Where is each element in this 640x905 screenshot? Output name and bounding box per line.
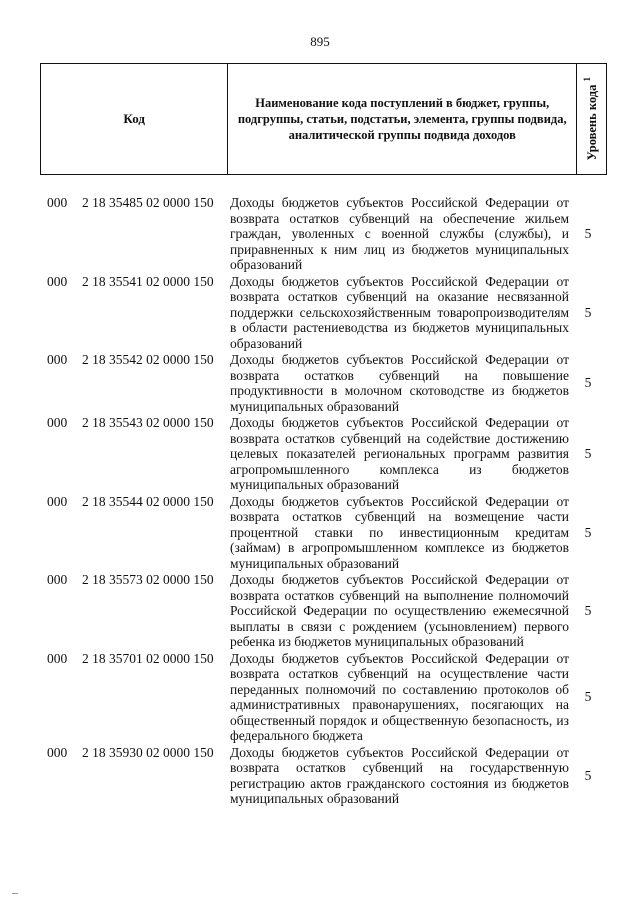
table-body: [40, 195, 607, 808]
row-description: Доходы бюджетов субъектов Российской Федерации от возврата остатков субвенций на государственную регистрацию актов гражданского состояния из бюджетов муниципальных образований: [230, 744, 569, 806]
row-code: 2 18 35701 02 0000 150: [82, 650, 214, 666]
row-prefix: 000: [47, 493, 68, 509]
table-row: [40, 572, 607, 650]
row-code: 2 18 35541 02 0000 150: [82, 273, 214, 289]
row-code: 2 18 35573 02 0000 150: [82, 572, 214, 587]
row-level: 5: [584, 375, 592, 391]
row-description: Доходы бюджетов субъектов Российской Федерации от возврата остатков субвенций на выполнение полномочий Российской Федерации по осуществлению ежемесячной выплаты в связи с рождением (усыновлением) первого ребенка из бюджетов муниципальных образований: [230, 572, 569, 649]
table-row: [40, 745, 607, 807]
row-code: 2 18 35542 02 0000 150: [82, 352, 214, 367]
row-prefix: 000: [47, 195, 68, 210]
row-level: 5: [584, 767, 592, 783]
row-description: Доходы бюджетов субъектов Российской Федерации от возврата остатков субвенций на повышение продуктивности в молочном скотоводстве из бюджетов муниципальных образований: [230, 352, 569, 414]
row-prefix: 000: [47, 273, 68, 289]
header-code: Код: [41, 64, 228, 174]
row-prefix: 000: [47, 415, 68, 430]
scan-margin-mark: [12, 893, 18, 894]
table-header: [40, 63, 607, 175]
header-level-cell: [577, 64, 606, 174]
row-level: 5: [584, 226, 592, 241]
header-name: Наименование кода поступлений в бюджет, группы, подгруппы, статьи, подстатьи, элемента, группы подвида, аналитической группы подвида доходов: [228, 64, 577, 174]
row-prefix: 000: [47, 744, 68, 760]
row-description: Доходы бюджетов субъектов Российской Федерации от возврата остатков субвенций на возмещение части процентной ставки по инвестиционным кредитам (займам) в агропромышленном комплексе из бюджетов муниципальных образований: [230, 493, 569, 571]
page-number: 895: [310, 34, 330, 49]
table-row: [40, 494, 607, 572]
row-level: 5: [584, 446, 592, 461]
row-level: 5: [584, 304, 592, 320]
row-prefix: 000: [47, 352, 68, 367]
row-prefix: 000: [47, 572, 68, 587]
row-code: 2 18 35485 02 0000 150: [82, 195, 214, 210]
row-code: 2 18 35543 02 0000 150: [82, 415, 214, 430]
header-level: [582, 77, 600, 160]
row-prefix: 000: [47, 650, 68, 666]
table-row: [40, 274, 607, 352]
row-code: 2 18 35930 02 0000 150: [82, 744, 214, 760]
row-code: 2 18 35544 02 0000 150: [82, 493, 214, 509]
header-level-footnote: 1: [582, 77, 593, 82]
table-row: [40, 651, 607, 744]
row-description: Доходы бюджетов субъектов Российской Федерации от возврата остатков субвенций на обеспечение жильем граждан, уволенных с военной службы (службы), и приравненных к ним лиц из бюджетов муниципальных образований: [230, 195, 569, 272]
table-row: [40, 352, 607, 414]
table-row: [40, 195, 607, 273]
header-level-label: Уровень кода: [585, 84, 600, 161]
row-level: 5: [584, 689, 592, 705]
row-description: Доходы бюджетов субъектов Российской Федерации от возврата остатков субвенций на осуществление части переданных полномочий по составлению протоколов об административных правонарушениях, посягающих на общественный порядок и общественную безопасность, из федерального бюджета: [230, 650, 569, 743]
row-description: Доходы бюджетов субъектов Российской Федерации от возврата остатков субвенций на оказание несвязанной поддержки сельскохозяйственным товаропроизводителям в области растениеводства из бюджетов муниципальных образований: [230, 273, 569, 351]
row-description: Доходы бюджетов субъектов Российской Федерации от возврата остатков субвенций на содействие достижению целевых показателей региональных программ развития агропромышленного комплекса из бюджетов муниципальных образований: [230, 415, 569, 492]
row-level: 5: [584, 524, 592, 540]
table-row: [40, 415, 607, 493]
row-level: 5: [584, 603, 592, 618]
